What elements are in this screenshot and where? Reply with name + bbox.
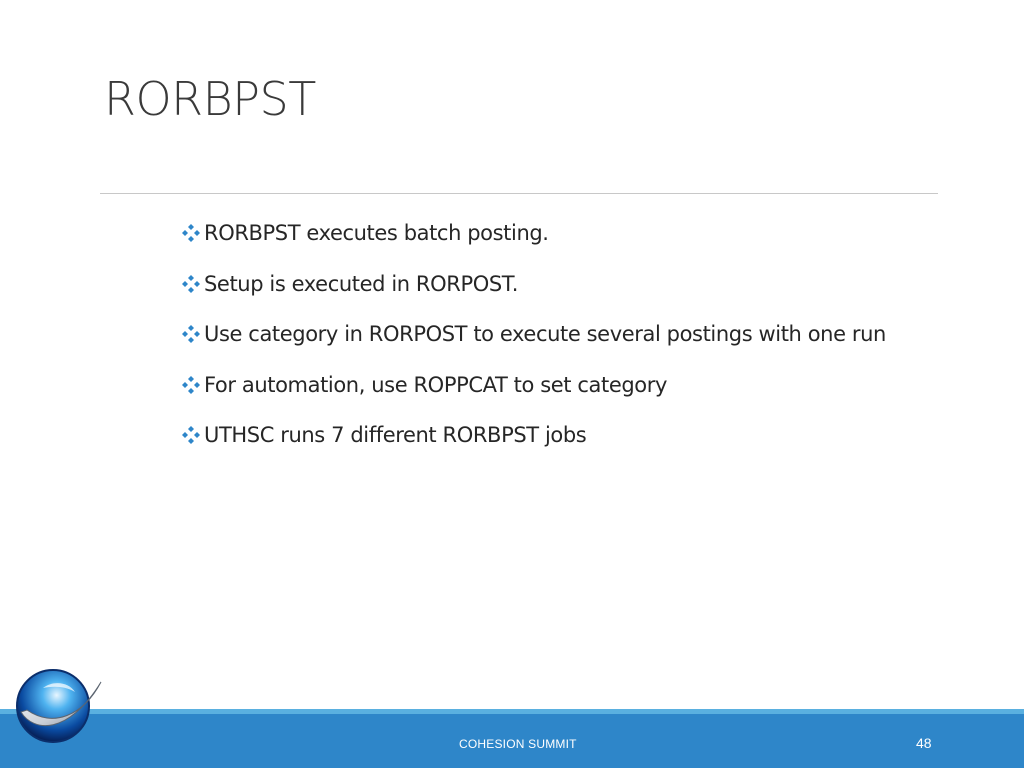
diamond-bullet-icon <box>181 324 201 344</box>
diamond-bullet-icon <box>181 425 201 445</box>
diamond-bullet-icon <box>181 375 201 395</box>
diamond-bullet-icon <box>181 274 201 294</box>
title-divider <box>100 193 938 194</box>
bullet-text: RORBPST executes batch posting. <box>204 221 549 246</box>
diamond-bullet-icon <box>181 223 201 243</box>
bullet-list <box>181 208 1011 461</box>
bullet-item <box>181 309 1011 360</box>
bullet-text: Use category in RORPOST to execute several postings with one run <box>204 322 886 347</box>
bullet-text: UTHSC runs 7 different RORBPST jobs <box>204 423 587 448</box>
footer-text: COHESION SUMMIT <box>459 737 577 751</box>
globe-swoosh-logo <box>13 666 105 746</box>
bullet-text: Setup is executed in RORPOST. <box>204 271 518 296</box>
slide-title: RORBPST <box>104 72 316 126</box>
bullet-item <box>181 410 1011 461</box>
page-number: 48 <box>916 735 932 751</box>
bullet-item <box>181 259 1011 310</box>
bullet-text: For automation, use ROPPCAT to set category <box>204 372 667 397</box>
bullet-item <box>181 208 1011 259</box>
bullet-item <box>181 360 1011 411</box>
